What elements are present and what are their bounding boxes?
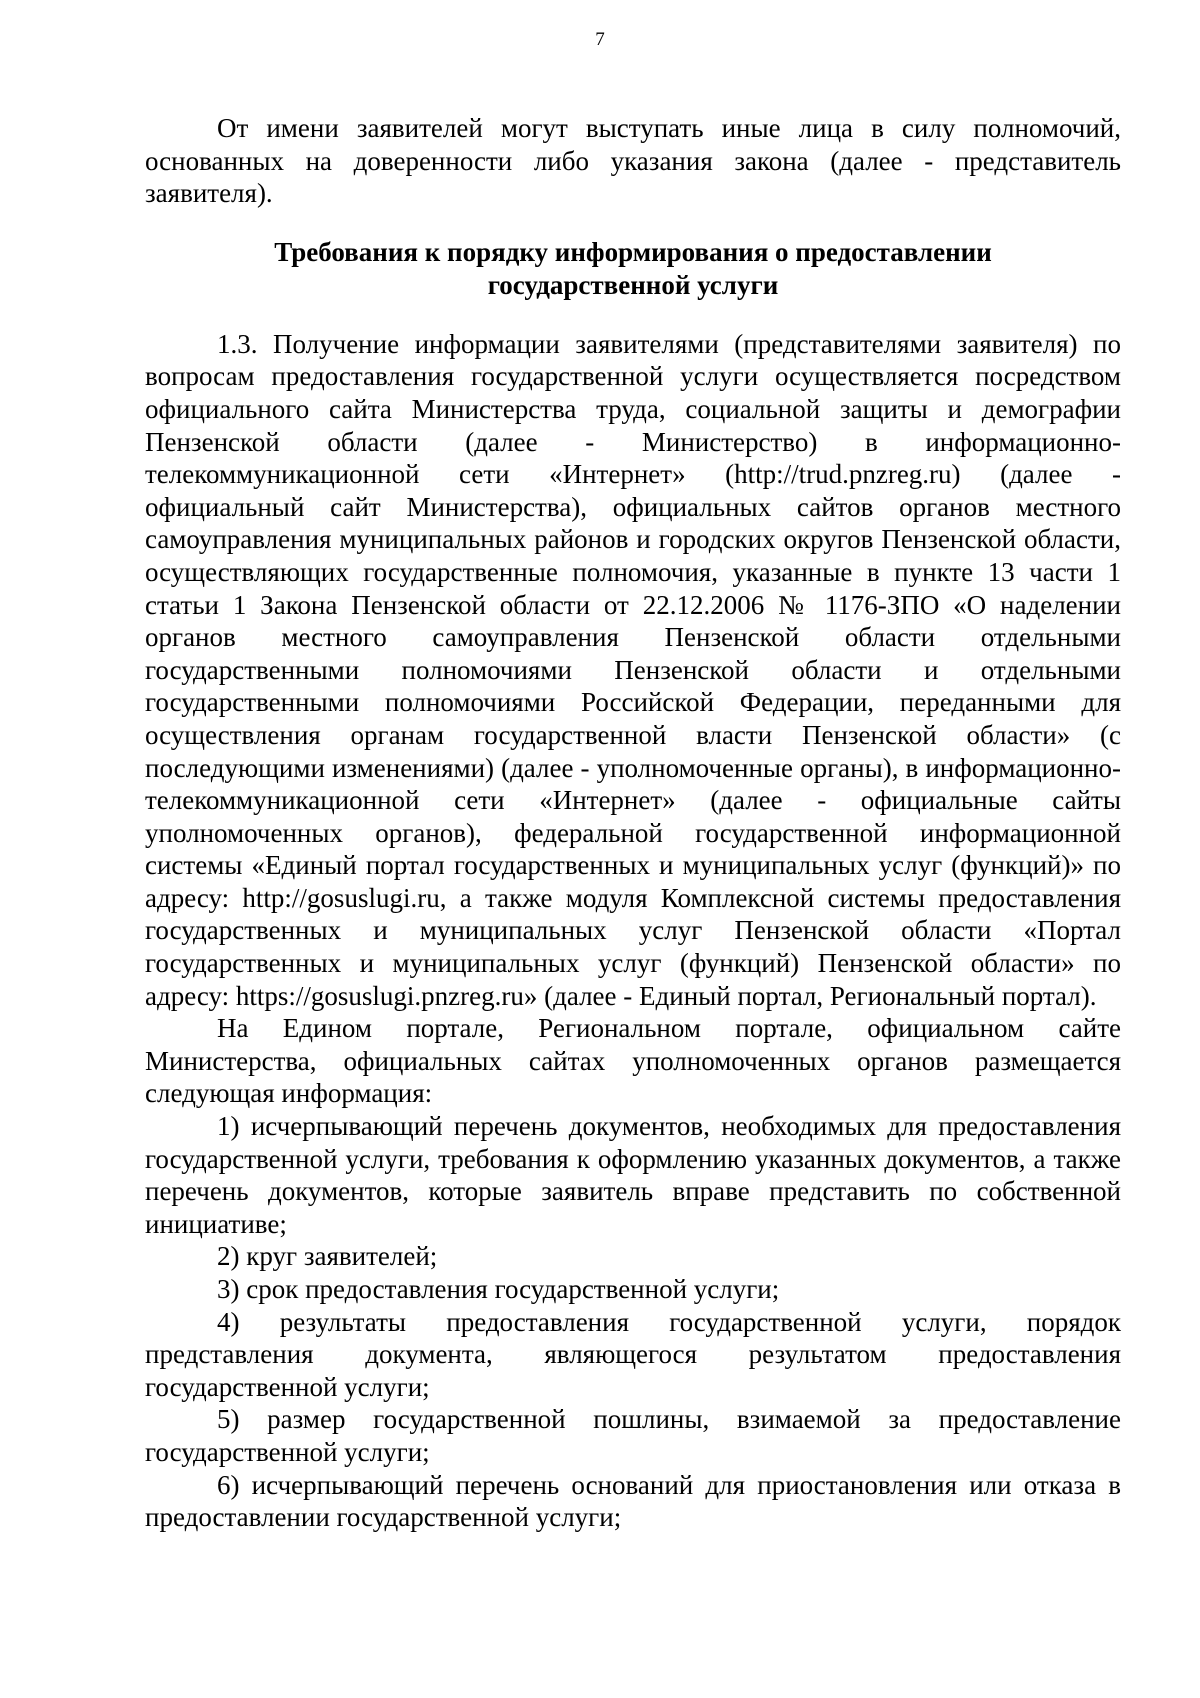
document-body (145, 112, 1121, 1534)
section-heading (145, 236, 1121, 302)
list-item-5: 5) размер государственной пошлины, взимаемой за предоставление государственной услуги; (145, 1404, 1121, 1467)
list-item-3: 3) срок предоставления государственной услуги; (217, 1274, 780, 1304)
intro-paragraph: От имени заявителей могут выступать иные лица в силу полномочий, основанных на доверенности либо указания закона (далее - представитель заявителя). (145, 113, 1121, 209)
list-item-4: 4) результаты предоставления государственной услуги, порядок представления документа, являющегося результатом предоставления государственной услуги; (145, 1306, 1121, 1402)
section-heading-line-1: Требования к порядку информирования о предоставлении (274, 236, 992, 267)
page-number: 7 (595, 29, 605, 50)
list-item-6: 6) исчерпывающий перечень оснований для приостановления или отказа в предоставлении государственной услуги; (145, 1469, 1121, 1533)
paragraph-info-list-intro: На Едином портале, Региональном портале, официальном сайте Министерства, официальных сайтах уполномоченных органов размещается следующая информация: (145, 1013, 1121, 1109)
list-item-2: 2) круг заявителей; (217, 1241, 438, 1272)
paragraph-1-3: 1.3. Получение информации заявителями (представителями заявителя) по вопросам предоставления государственной услуги осуществляется посредством официального сайта Министерства труда, социальной защиты и демографии Пензенской области (далее - Министерство) в информационно-телекоммуникационной сети «Интернет» (http://trud.pnzreg.ru) (далее - официальный сайт Министерства), официальных сайтов органов местного самоуправления муниципальных районов и городских округов Пензенской области, осуществляющих государственные полномочия, указанные в пункте 13 части 1 статьи 1 Закона Пензенской области от 22.12.2006 № 1176-ЗПО «О наделении органов местного самоуправления Пензенской области отдельными государственными полномочиями Пензенской области и отдельными государственными полномочиями Российской Федерации, переданными для осуществления органам государственной власти Пензенской области» (с последующими изменениями) (далее - уполномоченные органы), в информационно-телекоммуникационной сети «Интернет» (далее - официальные сайты уполномоченных органов), федеральной государственной информационной системы «Единый портал государственных и муниципальных услуг (функций)» по адресу: http://gosuslugi.ru, а также модуля Комплексной системы предоставления государственных и муниципальных услуг Пензенской области «Портал государственных и муниципальных услуг (функций) Пензенской области» по адресу: https://gosuslugi.pnzreg.ru» (далее - Единый портал, Региональный портал). (145, 328, 1121, 1011)
section-heading-line-2: государственной услуги (487, 269, 779, 300)
list-item-1: 1) исчерпывающий перечень документов, необходимых для предоставления государственной услуги, требования к оформлению указанных документов, а также перечень документов, которые заявитель вправе представить по собственной инициативе; (145, 1111, 1121, 1239)
